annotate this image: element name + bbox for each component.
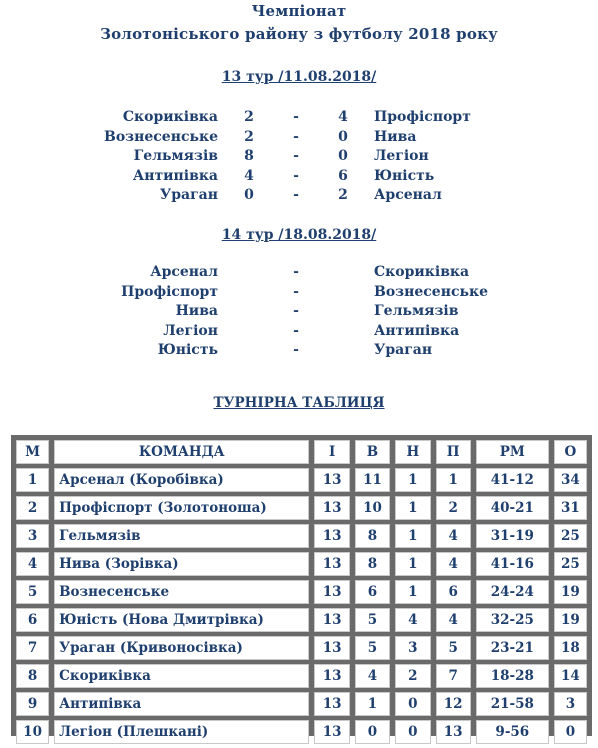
goals-cell: 32-25	[476, 608, 549, 632]
losses-cell: 13	[436, 720, 471, 744]
away-team: Антипівка	[374, 322, 460, 339]
away-score: 6	[338, 167, 348, 184]
draws-cell: 4	[395, 608, 430, 632]
table-row	[16, 608, 587, 632]
score-separator: -	[293, 148, 299, 164]
points-cell: 31	[554, 496, 587, 520]
goals-cell: 9-56	[476, 720, 549, 744]
home-team: Скориківка	[122, 109, 218, 125]
away-score: 4	[338, 109, 348, 125]
goals-cell: 41-12	[476, 468, 549, 492]
match-row	[0, 322, 598, 342]
standings-title: ТУРНІРНА ТАБЛИЦЯ	[213, 395, 385, 411]
match-row	[0, 167, 598, 187]
away-team: Вознесенське	[374, 283, 488, 300]
team-cell: Арсенал (Коробівка)	[54, 468, 309, 492]
home-team: Вознесенське	[104, 128, 218, 145]
table-row	[16, 692, 587, 716]
home-team: Ураган	[159, 187, 218, 203]
games-cell: 13	[314, 552, 349, 576]
games-cell: 13	[314, 524, 349, 548]
goals-cell: 21-58	[476, 692, 549, 716]
place-cell: 6	[16, 608, 49, 632]
away-team: Юність	[374, 167, 435, 184]
team-cell: Юність (Нова Дмитрівка)	[54, 608, 309, 632]
goals-cell: 23-21	[476, 636, 549, 660]
header-games: І	[314, 440, 349, 464]
away-team: Профіспорт	[374, 109, 471, 125]
team-cell: Антипівка	[54, 692, 309, 716]
match-row	[0, 263, 598, 283]
losses-cell: 2	[436, 496, 471, 520]
draws-cell: 1	[395, 580, 430, 604]
wins-cell: 11	[355, 468, 390, 492]
games-cell: 13	[314, 608, 349, 632]
wins-cell: 8	[355, 524, 390, 548]
wins-cell: 4	[355, 664, 390, 688]
points-cell: 25	[554, 552, 587, 576]
round-13-title: 13 тур /11.08.2018/	[221, 69, 377, 85]
losses-cell: 4	[436, 608, 471, 632]
losses-cell: 4	[436, 524, 471, 548]
team-cell: Нива (Зорівка)	[54, 552, 309, 576]
away-team: Ураган	[374, 342, 433, 358]
draws-cell: 0	[395, 692, 430, 716]
draws-cell: 1	[395, 524, 430, 548]
away-team: Гельмязів	[374, 303, 459, 319]
header-draws: Н	[395, 440, 430, 464]
goals-cell: 40-21	[476, 496, 549, 520]
away-team: Легіон	[374, 148, 429, 164]
table-row	[16, 524, 587, 548]
away-score: 2	[338, 187, 348, 203]
round-13-matches	[0, 108, 598, 206]
losses-cell: 12	[436, 692, 471, 716]
points-cell: 19	[554, 580, 587, 604]
table-row	[16, 552, 587, 576]
place-cell: 10	[16, 720, 49, 744]
match-row	[0, 341, 598, 361]
losses-cell: 5	[436, 636, 471, 660]
home-team: Антипівка	[132, 167, 218, 184]
wins-cell: 5	[355, 608, 390, 632]
home-team: Легіон	[163, 322, 218, 339]
round-14-title: 14 тур /18.08.2018/	[221, 227, 377, 243]
table-row	[16, 720, 587, 744]
home-score: 4	[244, 167, 254, 184]
score-separator: -	[293, 342, 299, 358]
score-separator: -	[293, 303, 299, 319]
home-score: 0	[244, 187, 254, 203]
header-goals: РМ	[476, 440, 549, 464]
losses-cell: 6	[436, 580, 471, 604]
place-cell: 1	[16, 468, 49, 492]
losses-cell: 7	[436, 664, 471, 688]
header-points: О	[554, 440, 587, 464]
table-row	[16, 636, 587, 660]
match-row	[0, 147, 598, 167]
place-cell: 2	[16, 496, 49, 520]
table-row	[16, 664, 587, 688]
losses-cell: 4	[436, 552, 471, 576]
match-row	[0, 186, 598, 206]
score-separator: -	[293, 264, 299, 280]
table-row	[16, 468, 587, 492]
home-team: Гельмязів	[133, 148, 218, 164]
place-cell: 5	[16, 580, 49, 604]
match-row	[0, 108, 598, 128]
points-cell: 34	[554, 468, 587, 492]
goals-cell: 31-19	[476, 524, 549, 548]
home-score: 2	[244, 128, 254, 145]
points-cell: 14	[554, 664, 587, 688]
away-team: Скориківка	[374, 264, 470, 280]
home-score: 8	[244, 148, 254, 164]
place-cell: 7	[16, 636, 49, 660]
home-team: Юність	[157, 342, 218, 358]
header-losses: П	[436, 440, 471, 464]
team-cell: Вознесенське	[54, 580, 309, 604]
draws-cell: 3	[395, 636, 430, 660]
table-row	[16, 496, 587, 520]
points-cell: 25	[554, 524, 587, 548]
points-cell: 18	[554, 636, 587, 660]
games-cell: 13	[314, 664, 349, 688]
team-cell: Ураган (Кривоносівка)	[54, 636, 309, 660]
draws-cell: 2	[395, 664, 430, 688]
score-separator: -	[293, 167, 299, 184]
header-place: М	[16, 440, 49, 464]
place-cell: 8	[16, 664, 49, 688]
points-cell: 0	[554, 720, 587, 744]
team-cell: Гельмязів	[54, 524, 309, 548]
wins-cell: 0	[355, 720, 390, 744]
games-cell: 13	[314, 580, 349, 604]
standings-table	[11, 436, 592, 748]
games-cell: 13	[314, 468, 349, 492]
games-cell: 13	[314, 720, 349, 744]
home-score: 2	[244, 109, 254, 125]
championship-title: Чемпіонат	[251, 2, 347, 20]
draws-cell: 1	[395, 496, 430, 520]
goals-cell: 24-24	[476, 580, 549, 604]
away-team: Нива	[374, 128, 417, 145]
games-cell: 13	[314, 692, 349, 716]
championship-subtitle: Золотоніського району з футболу 2018 року	[100, 25, 498, 43]
match-row	[0, 302, 598, 322]
draws-cell: 0	[395, 720, 430, 744]
score-separator: -	[293, 109, 299, 125]
goals-cell: 18-28	[476, 664, 549, 688]
draws-cell: 1	[395, 552, 430, 576]
score-separator: -	[293, 187, 299, 203]
points-cell: 3	[554, 692, 587, 716]
standings-table-frame	[11, 435, 592, 740]
wins-cell: 6	[355, 580, 390, 604]
score-separator: -	[293, 283, 299, 300]
round-14-matches	[0, 263, 598, 361]
games-cell: 13	[314, 636, 349, 660]
header-team: КОМАНДА	[54, 440, 309, 464]
team-cell: Профіспорт (Золотоноша)	[54, 496, 309, 520]
home-team: Арсенал	[150, 264, 218, 280]
wins-cell: 5	[355, 636, 390, 660]
place-cell: 3	[16, 524, 49, 548]
losses-cell: 1	[436, 468, 471, 492]
away-team: Арсенал	[374, 187, 442, 203]
score-separator: -	[293, 322, 299, 339]
goals-cell: 41-16	[476, 552, 549, 576]
table-row	[16, 580, 587, 604]
games-cell: 13	[314, 496, 349, 520]
home-team: Нива	[175, 303, 218, 319]
wins-cell: 8	[355, 552, 390, 576]
header-wins: В	[355, 440, 390, 464]
team-cell: Легіон (Плешкані)	[54, 720, 309, 744]
table-header-row	[16, 440, 587, 464]
home-team: Профіспорт	[121, 283, 218, 300]
place-cell: 9	[16, 692, 49, 716]
match-row	[0, 128, 598, 148]
place-cell: 4	[16, 552, 49, 576]
wins-cell: 1	[355, 692, 390, 716]
match-row	[0, 283, 598, 303]
team-cell: Скориківка	[54, 664, 309, 688]
score-separator: -	[293, 128, 299, 145]
away-score: 0	[338, 148, 348, 164]
draws-cell: 1	[395, 468, 430, 492]
points-cell: 19	[554, 608, 587, 632]
wins-cell: 10	[355, 496, 390, 520]
away-score: 0	[338, 128, 348, 145]
